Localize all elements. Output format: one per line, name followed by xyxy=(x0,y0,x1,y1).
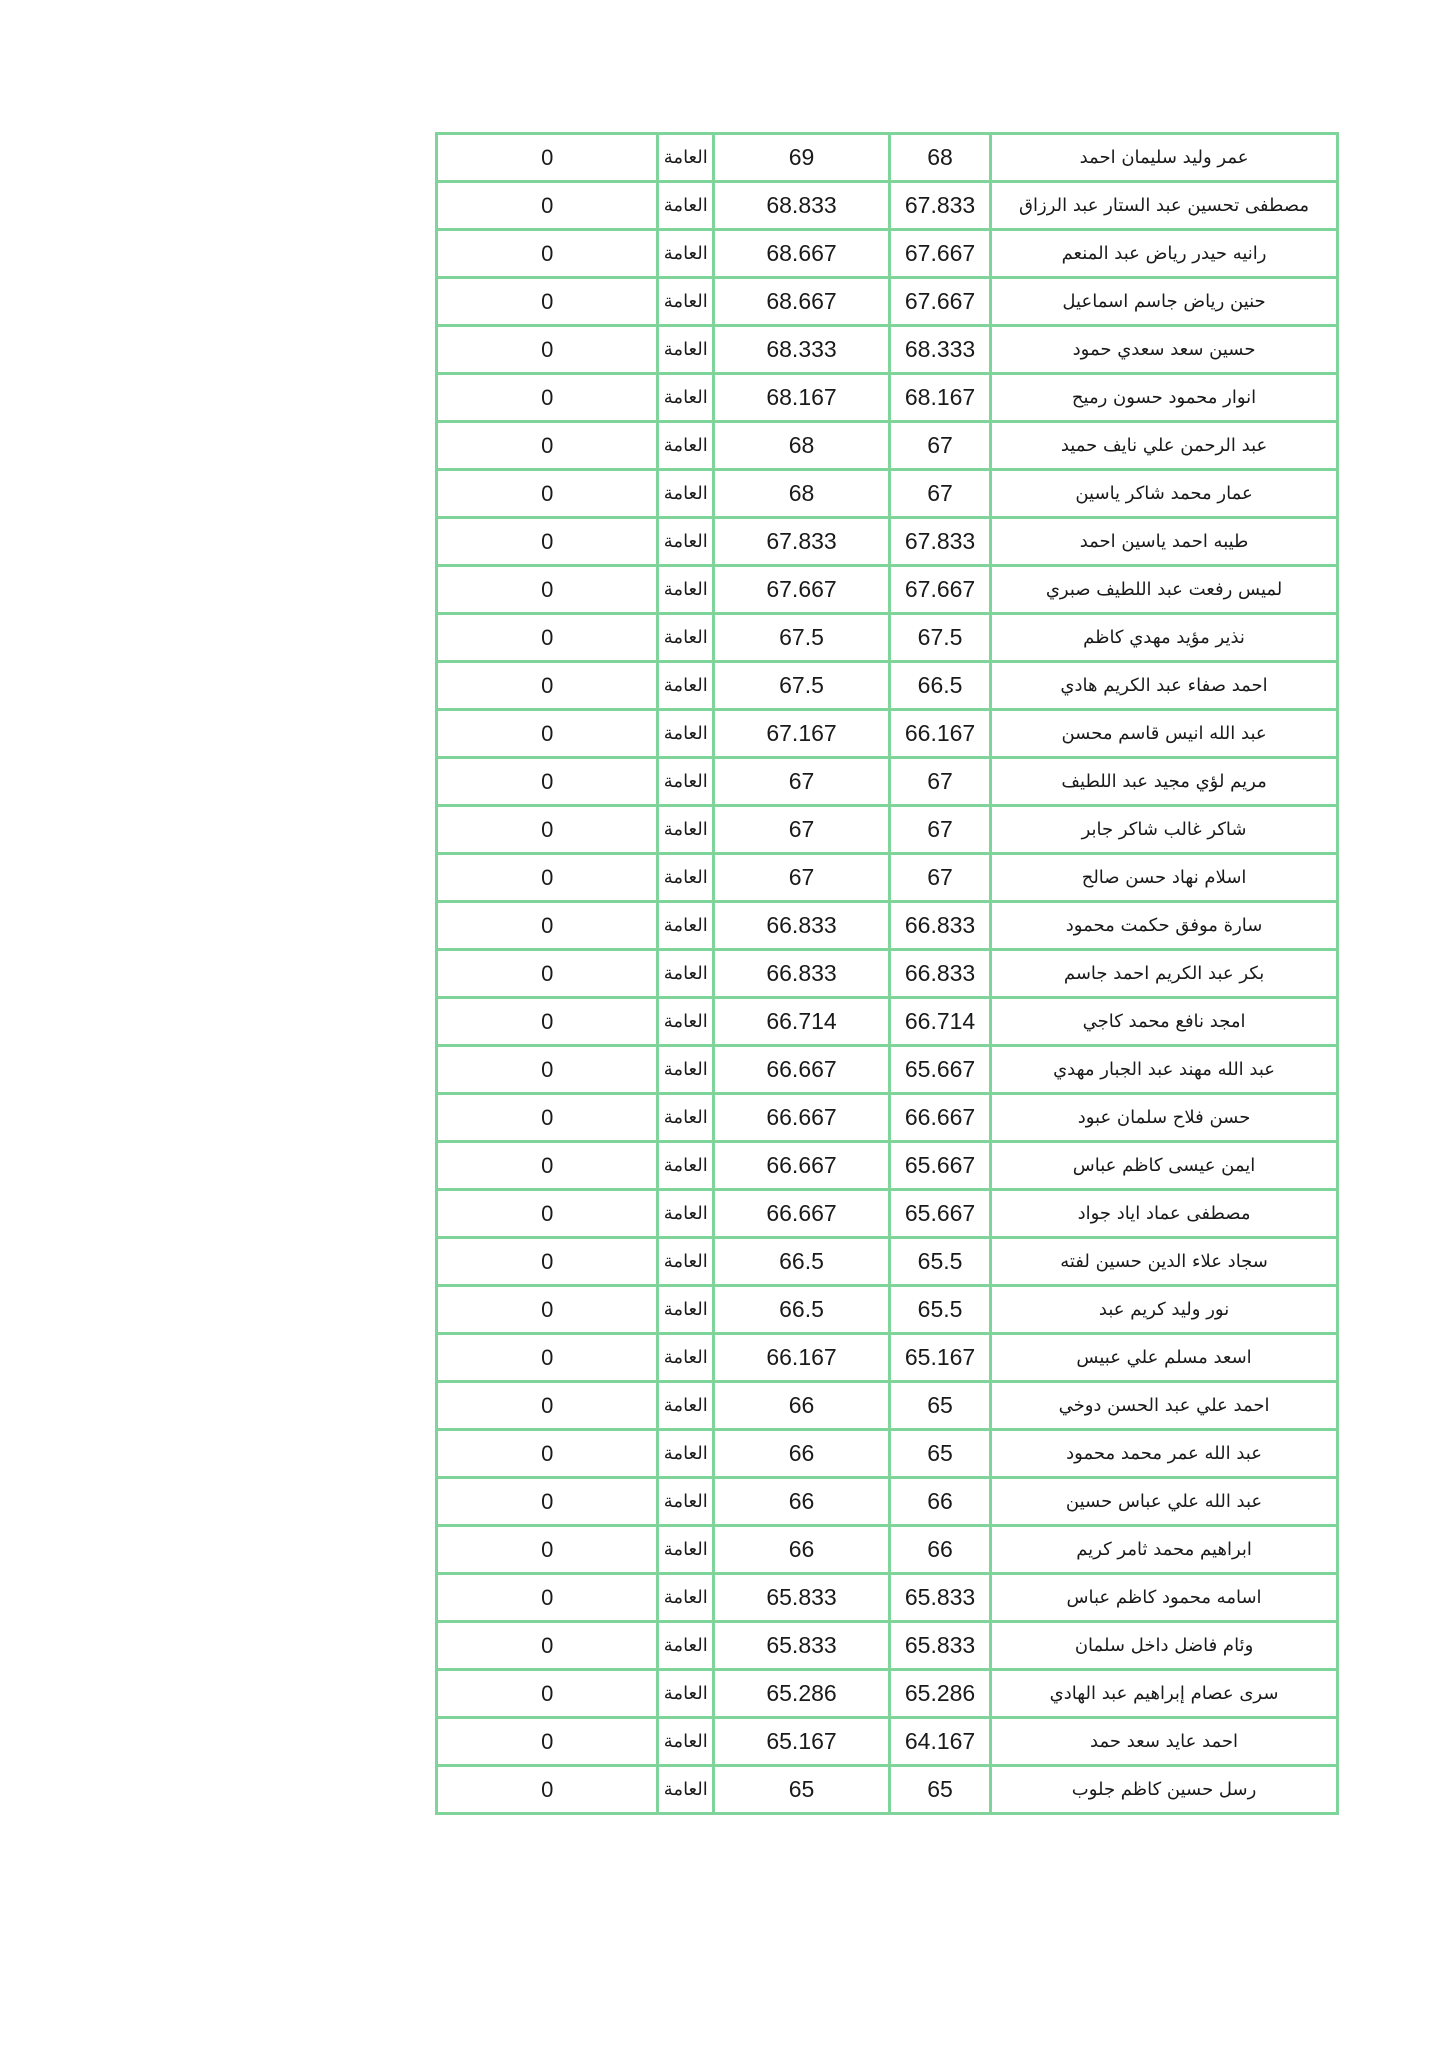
table-row xyxy=(437,134,1338,182)
student-name-cell: امجد نافع محمد كاجي xyxy=(991,998,1338,1046)
average-cell: 64.167 xyxy=(890,1718,991,1766)
extra-cell: 0 xyxy=(437,182,658,230)
extra-cell: 0 xyxy=(437,614,658,662)
category-cell: العامة xyxy=(658,1430,714,1478)
table-row xyxy=(437,1046,1338,1094)
student-name-cell: احمد صفاء عبد الكريم هادي xyxy=(991,662,1338,710)
table-row xyxy=(437,758,1338,806)
average-cell: 65 xyxy=(890,1430,991,1478)
total-cell: 68.667 xyxy=(714,278,890,326)
total-cell: 66.5 xyxy=(714,1238,890,1286)
total-cell: 66 xyxy=(714,1382,890,1430)
extra-cell: 0 xyxy=(437,1478,658,1526)
table-row xyxy=(437,230,1338,278)
extra-cell: 0 xyxy=(437,806,658,854)
total-cell: 67 xyxy=(714,854,890,902)
total-cell: 66 xyxy=(714,1430,890,1478)
total-cell: 66.667 xyxy=(714,1046,890,1094)
extra-cell: 0 xyxy=(437,422,658,470)
extra-cell: 0 xyxy=(437,374,658,422)
category-cell: العامة xyxy=(658,662,714,710)
extra-cell: 0 xyxy=(437,518,658,566)
student-name-cell: رانيه حيدر رياض عبد المنعم xyxy=(991,230,1338,278)
student-name-cell: اسعد مسلم علي عبيس xyxy=(991,1334,1338,1382)
table-row xyxy=(437,614,1338,662)
student-name-cell: عبد الله انيس قاسم محسن xyxy=(991,710,1338,758)
average-cell: 67.833 xyxy=(890,518,991,566)
total-cell: 65.833 xyxy=(714,1574,890,1622)
category-cell: العامة xyxy=(658,1718,714,1766)
total-cell: 67.5 xyxy=(714,614,890,662)
category-cell: العامة xyxy=(658,998,714,1046)
table-row xyxy=(437,710,1338,758)
table-row xyxy=(437,1766,1338,1814)
table-row xyxy=(437,1670,1338,1718)
table-row xyxy=(437,662,1338,710)
results-table-body xyxy=(437,134,1338,1814)
category-cell: العامة xyxy=(658,758,714,806)
total-cell: 66.714 xyxy=(714,998,890,1046)
category-cell: العامة xyxy=(658,1238,714,1286)
student-name-cell: اسامه محمود كاظم عباس xyxy=(991,1574,1338,1622)
total-cell: 68 xyxy=(714,422,890,470)
average-cell: 67.5 xyxy=(890,614,991,662)
average-cell: 65.5 xyxy=(890,1238,991,1286)
total-cell: 68.667 xyxy=(714,230,890,278)
student-name-cell: رسل حسين كاظم جلوب xyxy=(991,1766,1338,1814)
extra-cell: 0 xyxy=(437,1046,658,1094)
student-name-cell: سجاد علاء الدين حسين لفته xyxy=(991,1238,1338,1286)
total-cell: 67 xyxy=(714,806,890,854)
student-name-cell: نور وليد كريم عبد xyxy=(991,1286,1338,1334)
table-row xyxy=(437,422,1338,470)
category-cell: العامة xyxy=(658,1526,714,1574)
category-cell: العامة xyxy=(658,710,714,758)
table-row xyxy=(437,1622,1338,1670)
average-cell: 65 xyxy=(890,1766,991,1814)
extra-cell: 0 xyxy=(437,278,658,326)
extra-cell: 0 xyxy=(437,1094,658,1142)
average-cell: 68.333 xyxy=(890,326,991,374)
category-cell: العامة xyxy=(658,950,714,998)
average-cell: 68 xyxy=(890,134,991,182)
student-name-cell: عبد الله عمر محمد محمود xyxy=(991,1430,1338,1478)
category-cell: العامة xyxy=(658,902,714,950)
total-cell: 66.667 xyxy=(714,1094,890,1142)
student-name-cell: مريم لؤي مجيد عبد اللطيف xyxy=(991,758,1338,806)
extra-cell: 0 xyxy=(437,1334,658,1382)
student-name-cell: حسين سعد سعدي حمود xyxy=(991,326,1338,374)
average-cell: 65.5 xyxy=(890,1286,991,1334)
table-row xyxy=(437,1238,1338,1286)
average-cell: 67.667 xyxy=(890,230,991,278)
total-cell: 68.333 xyxy=(714,326,890,374)
average-cell: 67.667 xyxy=(890,566,991,614)
extra-cell: 0 xyxy=(437,998,658,1046)
average-cell: 65.167 xyxy=(890,1334,991,1382)
extra-cell: 0 xyxy=(437,758,658,806)
extra-cell: 0 xyxy=(437,1622,658,1670)
extra-cell: 0 xyxy=(437,1670,658,1718)
extra-cell: 0 xyxy=(437,1766,658,1814)
total-cell: 68.167 xyxy=(714,374,890,422)
extra-cell: 0 xyxy=(437,854,658,902)
student-name-cell: حسن فلاح سلمان عبود xyxy=(991,1094,1338,1142)
category-cell: العامة xyxy=(658,1094,714,1142)
student-name-cell: ابراهيم محمد ثامر كريم xyxy=(991,1526,1338,1574)
category-cell: العامة xyxy=(658,1190,714,1238)
extra-cell: 0 xyxy=(437,662,658,710)
table-row xyxy=(437,854,1338,902)
student-name-cell: عبد الله علي عباس حسين xyxy=(991,1478,1338,1526)
student-name-cell: مصطفى عماد اياد جواد xyxy=(991,1190,1338,1238)
average-cell: 65 xyxy=(890,1382,991,1430)
average-cell: 65.667 xyxy=(890,1190,991,1238)
table-row xyxy=(437,1430,1338,1478)
student-name-cell: سرى عصام إبراهيم عبد الهادي xyxy=(991,1670,1338,1718)
total-cell: 66.167 xyxy=(714,1334,890,1382)
category-cell: العامة xyxy=(658,278,714,326)
average-cell: 65.833 xyxy=(890,1574,991,1622)
table-row xyxy=(437,998,1338,1046)
extra-cell: 0 xyxy=(437,1574,658,1622)
total-cell: 68 xyxy=(714,470,890,518)
total-cell: 65.833 xyxy=(714,1622,890,1670)
category-cell: العامة xyxy=(658,1286,714,1334)
total-cell: 67.667 xyxy=(714,566,890,614)
category-cell: العامة xyxy=(658,1334,714,1382)
student-name-cell: بكر عبد الكريم احمد جاسم xyxy=(991,950,1338,998)
total-cell: 65.167 xyxy=(714,1718,890,1766)
category-cell: العامة xyxy=(658,1142,714,1190)
student-name-cell: سارة موفق حكمت محمود xyxy=(991,902,1338,950)
table-row xyxy=(437,374,1338,422)
student-name-cell: عبد الرحمن علي نايف حميد xyxy=(991,422,1338,470)
table-row xyxy=(437,470,1338,518)
extra-cell: 0 xyxy=(437,1718,658,1766)
table-row xyxy=(437,1478,1338,1526)
category-cell: العامة xyxy=(658,614,714,662)
category-cell: العامة xyxy=(658,134,714,182)
student-name-cell: عمر وليد سليمان احمد xyxy=(991,134,1338,182)
extra-cell: 0 xyxy=(437,230,658,278)
extra-cell: 0 xyxy=(437,326,658,374)
table-row xyxy=(437,1142,1338,1190)
category-cell: العامة xyxy=(658,422,714,470)
student-name-cell: اسلام نهاد حسن صالح xyxy=(991,854,1338,902)
total-cell: 65.286 xyxy=(714,1670,890,1718)
category-cell: العامة xyxy=(658,1622,714,1670)
category-cell: العامة xyxy=(658,1670,714,1718)
extra-cell: 0 xyxy=(437,710,658,758)
table-row xyxy=(437,1334,1338,1382)
total-cell: 66 xyxy=(714,1526,890,1574)
average-cell: 65.667 xyxy=(890,1046,991,1094)
extra-cell: 0 xyxy=(437,1430,658,1478)
student-name-cell: ايمن عيسى كاظم عباس xyxy=(991,1142,1338,1190)
table-row xyxy=(437,1526,1338,1574)
average-cell: 66 xyxy=(890,1478,991,1526)
average-cell: 66.833 xyxy=(890,902,991,950)
student-name-cell: عبد الله مهند عبد الجبار مهدي xyxy=(991,1046,1338,1094)
average-cell: 67 xyxy=(890,758,991,806)
total-cell: 65 xyxy=(714,1766,890,1814)
table-row xyxy=(437,1094,1338,1142)
table-row xyxy=(437,1574,1338,1622)
average-cell: 65.833 xyxy=(890,1622,991,1670)
average-cell: 67.667 xyxy=(890,278,991,326)
student-name-cell: طيبه احمد ياسين احمد xyxy=(991,518,1338,566)
table-row xyxy=(437,518,1338,566)
total-cell: 66 xyxy=(714,1478,890,1526)
average-cell: 67.833 xyxy=(890,182,991,230)
average-cell: 66.833 xyxy=(890,950,991,998)
table-row xyxy=(437,326,1338,374)
student-name-cell: لميس رفعت عبد اللطيف صبري xyxy=(991,566,1338,614)
average-cell: 65.286 xyxy=(890,1670,991,1718)
extra-cell: 0 xyxy=(437,566,658,614)
average-cell: 66.167 xyxy=(890,710,991,758)
table-row xyxy=(437,902,1338,950)
extra-cell: 0 xyxy=(437,1286,658,1334)
average-cell: 68.167 xyxy=(890,374,991,422)
student-name-cell: احمد علي عبد الحسن دوخي xyxy=(991,1382,1338,1430)
total-cell: 67.833 xyxy=(714,518,890,566)
student-name-cell: عمار محمد شاكر ياسين xyxy=(991,470,1338,518)
extra-cell: 0 xyxy=(437,470,658,518)
extra-cell: 0 xyxy=(437,902,658,950)
average-cell: 66.714 xyxy=(890,998,991,1046)
student-name-cell: احمد عايد سعد حمد xyxy=(991,1718,1338,1766)
category-cell: العامة xyxy=(658,1574,714,1622)
table-row xyxy=(437,182,1338,230)
total-cell: 69 xyxy=(714,134,890,182)
average-cell: 66.667 xyxy=(890,1094,991,1142)
average-cell: 67 xyxy=(890,422,991,470)
table-row xyxy=(437,278,1338,326)
extra-cell: 0 xyxy=(437,950,658,998)
total-cell: 67.5 xyxy=(714,662,890,710)
student-name-cell: نذير مؤيد مهدي كاظم xyxy=(991,614,1338,662)
table-row xyxy=(437,1718,1338,1766)
category-cell: العامة xyxy=(658,1478,714,1526)
category-cell: العامة xyxy=(658,854,714,902)
extra-cell: 0 xyxy=(437,134,658,182)
total-cell: 66.833 xyxy=(714,950,890,998)
total-cell: 66.667 xyxy=(714,1142,890,1190)
extra-cell: 0 xyxy=(437,1382,658,1430)
category-cell: العامة xyxy=(658,374,714,422)
category-cell: العامة xyxy=(658,518,714,566)
total-cell: 66.833 xyxy=(714,902,890,950)
average-cell: 67 xyxy=(890,470,991,518)
extra-cell: 0 xyxy=(437,1142,658,1190)
total-cell: 66.667 xyxy=(714,1190,890,1238)
average-cell: 66.5 xyxy=(890,662,991,710)
average-cell: 65.667 xyxy=(890,1142,991,1190)
category-cell: العامة xyxy=(658,806,714,854)
extra-cell: 0 xyxy=(437,1526,658,1574)
extra-cell: 0 xyxy=(437,1238,658,1286)
total-cell: 68.833 xyxy=(714,182,890,230)
category-cell: العامة xyxy=(658,1382,714,1430)
student-name-cell: مصطفى تحسين عبد الستار عبد الرزاق xyxy=(991,182,1338,230)
table-row xyxy=(437,1286,1338,1334)
table-row xyxy=(437,950,1338,998)
category-cell: العامة xyxy=(658,230,714,278)
student-name-cell: حنين رياض جاسم اسماعيل xyxy=(991,278,1338,326)
student-name-cell: وئام فاضل داخل سلمان xyxy=(991,1622,1338,1670)
average-cell: 67 xyxy=(890,806,991,854)
student-name-cell: انوار محمود حسون رميح xyxy=(991,374,1338,422)
category-cell: العامة xyxy=(658,326,714,374)
total-cell: 67.167 xyxy=(714,710,890,758)
table-row xyxy=(437,1190,1338,1238)
extra-cell: 0 xyxy=(437,1190,658,1238)
table-row xyxy=(437,1382,1338,1430)
category-cell: العامة xyxy=(658,566,714,614)
category-cell: العامة xyxy=(658,1766,714,1814)
category-cell: العامة xyxy=(658,182,714,230)
total-cell: 66.5 xyxy=(714,1286,890,1334)
average-cell: 67 xyxy=(890,854,991,902)
average-cell: 66 xyxy=(890,1526,991,1574)
student-name-cell: شاكر غالب شاكر جابر xyxy=(991,806,1338,854)
table-row xyxy=(437,566,1338,614)
total-cell: 67 xyxy=(714,758,890,806)
category-cell: العامة xyxy=(658,470,714,518)
category-cell: العامة xyxy=(658,1046,714,1094)
results-table xyxy=(435,132,1339,1815)
table-row xyxy=(437,806,1338,854)
